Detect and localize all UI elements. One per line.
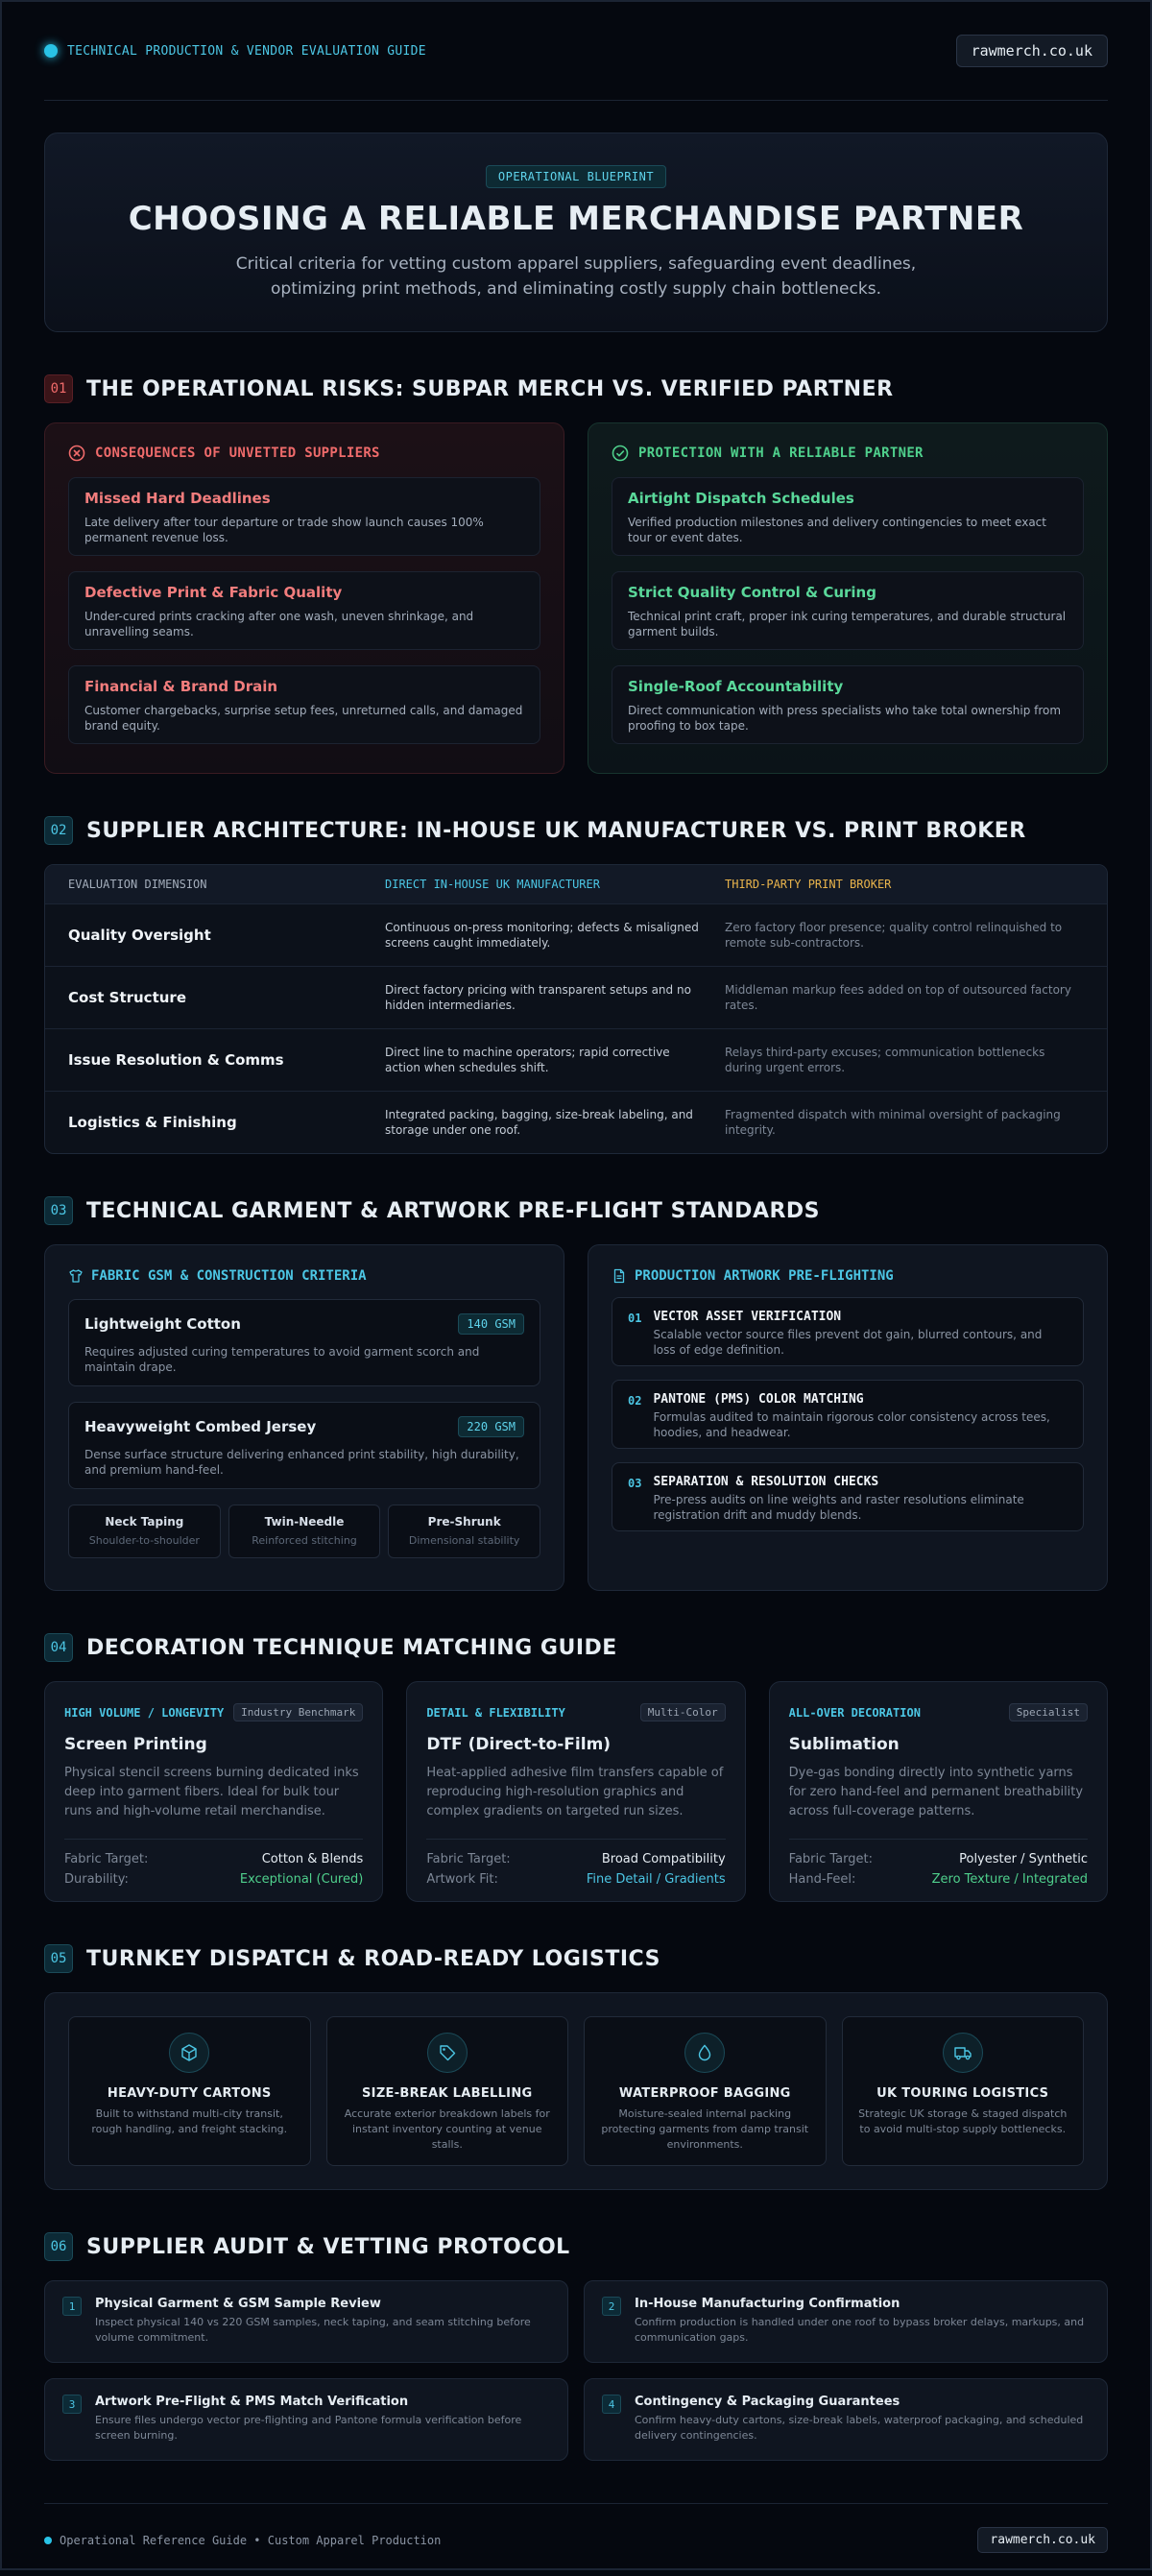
benefit-card [612, 665, 1084, 744]
risk-card [68, 571, 540, 650]
comparison-table [44, 864, 1108, 1154]
step-text: Formulas audited to maintain rigorous color consistency across tees, hoodies, and headwear. [653, 1410, 1050, 1439]
section-heading [44, 1196, 1108, 1225]
risk-card [68, 665, 540, 744]
risk-text: Late delivery after tour departure or trade show launch causes 100% permanent revenue loss. [84, 516, 484, 544]
fabric-criteria-panel [44, 1244, 564, 1591]
x-circle-icon [68, 445, 85, 462]
logistics-title: HEAVY-DUTY CARTONS [107, 2086, 272, 2101]
section-logistics [44, 1944, 1108, 2190]
decoration-badge: Multi-Color [640, 1703, 726, 1721]
spec-key: Fabric Target: [788, 1852, 873, 1866]
logistics-text: Moisture-sealed internal packing protecting garments from damp transit environments. [601, 2107, 809, 2151]
row-broker: Middleman markup fees added on top of outsourced factory rates. [725, 983, 1071, 1012]
decoration-label: ALL-OVER DECORATION [788, 1705, 921, 1720]
section-heading [44, 1633, 1108, 1662]
benefit-text: Direct communication with press specialists who take total ownership from proofing to box tape. [628, 704, 1062, 733]
footer-left [44, 2534, 441, 2547]
audit-card [584, 2280, 1108, 2363]
droplet-icon [684, 2033, 725, 2073]
audit-number: 1 [62, 2297, 82, 2316]
preflight-columns [44, 1244, 1108, 1591]
column-header: DIRECT IN-HOUSE UK MANUFACTURER [385, 878, 600, 891]
shirt-icon [68, 1268, 84, 1284]
table-row [45, 1091, 1107, 1153]
fabric-title: Lightweight Cotton [84, 1315, 241, 1333]
row-dimension: Issue Resolution & Comms [68, 1051, 284, 1069]
column-header: THIRD-PARTY PRINT BROKER [725, 878, 892, 891]
decoration-card-sublimation [769, 1681, 1108, 1902]
status-dot-icon [44, 44, 58, 58]
benefit-card [612, 571, 1084, 650]
decoration-label: HIGH VOLUME / LONGEVITY [64, 1705, 225, 1720]
audit-grid [44, 2280, 1108, 2461]
fabric-text: Requires adjusted curing temperatures to avoid garment scorch and maintain drape. [84, 1345, 480, 1374]
top-bar [44, 2, 1108, 101]
logistics-panel [44, 1992, 1108, 2190]
audit-title: Contingency & Packaging Guarantees [635, 2395, 900, 2409]
truck-icon [943, 2033, 983, 2073]
section-number: 01 [44, 374, 73, 403]
logistics-title: WATERPROOF BAGGING [618, 2086, 791, 2101]
fabric-text: Dense surface structure delivering enhanced print stability, high durability, and premium hand-feel. [84, 1448, 519, 1477]
document-icon [612, 1268, 627, 1284]
section-heading [44, 2232, 1108, 2261]
section-title: SUPPLIER ARCHITECTURE: IN-HOUSE UK MANUFACTURER VS. PRINT BROKER [86, 818, 1026, 843]
audit-number: 4 [602, 2395, 621, 2414]
audit-number: 3 [62, 2395, 82, 2414]
tag-icon [427, 2033, 468, 2073]
decoration-card-dtf [406, 1681, 745, 1902]
step-title: VECTOR ASSET VERIFICATION [653, 1310, 842, 1324]
preflight-step [612, 1462, 1084, 1531]
spec-value: Zero Texture / Integrated [931, 1872, 1088, 1887]
step-title: SEPARATION & RESOLUTION CHECKS [653, 1475, 879, 1489]
risk-columns [44, 422, 1108, 774]
logistics-title: UK TOURING LOGISTICS [876, 2086, 1049, 2101]
section-risks [44, 374, 1108, 774]
box-icon [169, 2033, 209, 2073]
risk-title: Missed Hard Deadlines [84, 490, 271, 507]
section-heading [44, 374, 1108, 403]
spec-value: Exceptional (Cured) [239, 1872, 364, 1887]
step-number: 03 [628, 1477, 642, 1490]
step-number: 01 [628, 1312, 642, 1325]
footer [44, 2503, 1108, 2576]
logistics-card [842, 2016, 1085, 2166]
risk-text: Customer chargebacks, surprise setup fees, unreturned calls, and damaged brand equity. [84, 704, 523, 733]
risk-title: Financial & Brand Drain [84, 678, 278, 695]
audit-title: Physical Garment & GSM Sample Review [95, 2297, 381, 2311]
decoration-cards [44, 1681, 1108, 1902]
decoration-card-screen-printing [44, 1681, 383, 1902]
step-number: 02 [628, 1394, 642, 1408]
audit-text: Confirm production is handled under one roof to bypass broker delays, markups, and communication gaps. [635, 2316, 1085, 2344]
audit-card [44, 2280, 568, 2363]
fabric-card [68, 1402, 540, 1489]
table-row [45, 1028, 1107, 1091]
section-heading [44, 816, 1108, 845]
spec-value: Cotton & Blends [261, 1852, 364, 1866]
gsm-badge: 140 GSM [458, 1313, 524, 1335]
decoration-title: DTF (Direct-to-Film) [426, 1735, 612, 1754]
column-header: EVALUATION DIMENSION [68, 878, 207, 891]
construction-chip: Neck Taping Shoulder-to-shoulder [68, 1505, 221, 1558]
panel-heading: CONSEQUENCES OF UNVETTED SUPPLIERS [68, 445, 540, 462]
panel-heading: PROTECTION WITH A RELIABLE PARTNER [612, 445, 1084, 462]
unvetted-suppliers-panel [44, 422, 564, 774]
panel-heading: PRODUCTION ARTWORK PRE-FLIGHTING [612, 1268, 1084, 1284]
audit-text: Confirm heavy-duty cartons, size-break labels, waterproof packaging, and scheduled delivery contingencies. [635, 2414, 1084, 2442]
logistics-text: Strategic UK storage & staged dispatch to avoid multi-stop supply bottlenecks. [858, 2107, 1068, 2135]
decoration-text: Physical stencil screens burning dedicated inks deep into garment fibers. Ideal for bulk tour runs and high-volume retail merchandise. [64, 1766, 359, 1818]
table-header-row [45, 865, 1107, 903]
row-inhouse: Integrated packing, bagging, size-break labeling, and storage under one roof. [385, 1108, 693, 1137]
section-number: 06 [44, 2232, 73, 2261]
section-title: THE OPERATIONAL RISKS: SUBPAR MERCH VS. VERIFIED PARTNER [86, 376, 894, 401]
row-inhouse: Direct factory pricing with transparent setups and no hidden intermediaries. [385, 983, 691, 1012]
audit-title: Artwork Pre-Flight & PMS Match Verification [95, 2395, 409, 2409]
construction-chips [68, 1505, 540, 1558]
benefit-title: Strict Quality Control & Curing [628, 584, 876, 601]
spec-key: Hand-Feel: [788, 1872, 856, 1887]
spec-key: Fabric Target: [426, 1852, 511, 1866]
section-title: DECORATION TECHNIQUE MATCHING GUIDE [86, 1635, 617, 1660]
section-title: SUPPLIER AUDIT & VETTING PROTOCOL [86, 2234, 570, 2259]
logistics-card [326, 2016, 569, 2166]
row-broker: Fragmented dispatch with minimal oversight of packaging integrity. [725, 1108, 1061, 1137]
reliable-partner-panel [588, 422, 1108, 774]
audit-number: 2 [602, 2297, 621, 2316]
logistics-card [68, 2016, 311, 2166]
risk-card [68, 477, 540, 556]
row-inhouse: Direct line to machine operators; rapid corrective action when schedules shift. [385, 1046, 670, 1074]
fabric-card [68, 1299, 540, 1386]
fabric-title: Heavyweight Combed Jersey [84, 1418, 317, 1435]
benefit-text: Verified production milestones and delivery contingencies to meet exact tour or event dates. [628, 516, 1046, 544]
section-number: 03 [44, 1196, 73, 1225]
row-dimension: Quality Oversight [68, 927, 211, 944]
audit-card [44, 2378, 568, 2461]
benefit-text: Technical print craft, proper ink curing temperatures, and durable structural garment builds. [628, 610, 1067, 638]
section-audit-protocol [44, 2232, 1108, 2461]
section-supplier-architecture [44, 816, 1108, 1154]
section-number: 05 [44, 1944, 73, 1973]
brand-line [44, 44, 426, 59]
check-circle-icon [612, 445, 629, 462]
decoration-badge: Specialist [1009, 1703, 1088, 1721]
hero-tag: OPERATIONAL BLUEPRINT [486, 165, 666, 188]
hero-panel [44, 132, 1108, 332]
preflight-step [612, 1297, 1084, 1366]
page-subtitle: Critical criteria for vetting custom apparel suppliers, safeguarding event deadlines, optimizing print methods, and eliminating costly supply chain bottlenecks. [235, 254, 917, 299]
step-title: PANTONE (PMS) COLOR MATCHING [653, 1392, 864, 1407]
site-url-link[interactable]: rawmerch.co.uk [956, 35, 1108, 67]
gsm-badge: 220 GSM [458, 1416, 524, 1437]
decoration-title: Sublimation [788, 1735, 900, 1754]
section-title: TECHNICAL GARMENT & ARTWORK PRE-FLIGHT STANDARDS [86, 1198, 821, 1223]
logistics-text: Accurate exterior breakdown labels for instant inventory counting at venue stalls. [344, 2107, 550, 2151]
section-title: TURNKEY DISPATCH & ROAD-READY LOGISTICS [86, 1946, 660, 1971]
audit-title: In-House Manufacturing Confirmation [635, 2297, 900, 2311]
spec-value: Polyester / Synthetic [959, 1852, 1088, 1866]
logistics-title: SIZE-BREAK LABELLING [362, 2086, 533, 2101]
decoration-title: Screen Printing [64, 1735, 207, 1754]
row-inhouse: Continuous on-press monitoring; defects & misaligned screens caught immediately. [385, 921, 699, 950]
row-dimension: Cost Structure [68, 989, 186, 1006]
benefit-title: Single-Roof Accountability [628, 678, 844, 695]
benefit-title: Airtight Dispatch Schedules [628, 490, 854, 507]
footer-url-link[interactable]: rawmerch.co.uk [977, 2527, 1108, 2553]
step-text: Scalable vector source files prevent dot gain, blurred contours, and loss of edge definition. [653, 1328, 1043, 1357]
section-preflight-standards [44, 1196, 1108, 1591]
spec-value: Broad Compatibility [601, 1852, 726, 1866]
section-number: 04 [44, 1633, 73, 1662]
spec-value: Fine Detail / Gradients [586, 1872, 726, 1887]
footer-dot-icon [44, 2537, 52, 2544]
section-heading [44, 1944, 1108, 1973]
risk-title: Defective Print & Fabric Quality [84, 584, 343, 601]
preflight-step [612, 1380, 1084, 1449]
spec-key: Durability: [64, 1872, 129, 1887]
panel-heading: FABRIC GSM & CONSTRUCTION CRITERIA [68, 1268, 540, 1284]
spec-key: Artwork Fit: [426, 1872, 498, 1887]
artwork-preflight-panel [588, 1244, 1108, 1591]
decoration-text: Dye-gas bonding directly into synthetic yarns for zero hand-feel and permanent breathability across full-coverage patterns. [788, 1766, 1084, 1818]
audit-text: Ensure files undergo vector pre-flighting and Pantone formula verification before screen burning. [95, 2414, 522, 2442]
step-text: Pre-press audits on line weights and raster resolutions eliminate registration drift and muddy blends. [653, 1493, 1024, 1522]
section-decoration-guide [44, 1633, 1108, 1902]
decoration-badge: Industry Benchmark [233, 1703, 363, 1721]
row-broker: Relays third-party excuses; communication bottlenecks during urgent errors. [725, 1046, 1045, 1074]
row-broker: Zero factory floor presence; quality control relinquished to remote sub-contractors. [725, 921, 1063, 950]
table-row [45, 903, 1107, 966]
construction-chip: Pre-Shrunk Dimensional stability [388, 1505, 540, 1558]
audit-card [584, 2378, 1108, 2461]
section-number: 02 [44, 816, 73, 845]
table-row [45, 966, 1107, 1028]
page-title: CHOOSING A RELIABLE MERCHANDISE PARTNER [128, 200, 1024, 238]
benefit-card [612, 477, 1084, 556]
logistics-text: Built to withstand multi-city transit, rough handling, and freight stacking. [91, 2107, 288, 2135]
decoration-label: DETAIL & FLEXIBILITY [426, 1705, 565, 1720]
risk-text: Under-cured prints cracking after one wash, uneven shrinkage, and unravelling seams. [84, 610, 474, 638]
spec-key: Fabric Target: [64, 1852, 149, 1866]
construction-chip: Twin-Needle Reinforced stitching [228, 1505, 381, 1558]
logistics-card [584, 2016, 827, 2166]
audit-text: Inspect physical 140 vs 220 GSM samples, neck taping, and seam stitching before volume commitment. [95, 2316, 531, 2344]
row-dimension: Logistics & Finishing [68, 1114, 237, 1131]
decoration-text: Heat-applied adhesive film transfers capable of reproducing high-resolution graphics and complex gradients on targeted run sizes. [426, 1766, 724, 1818]
brand-text: TECHNICAL PRODUCTION & VENDOR EVALUATION GUIDE [67, 43, 426, 59]
footer-text: Operational Reference Guide • Custom Apparel Production [60, 2533, 442, 2547]
